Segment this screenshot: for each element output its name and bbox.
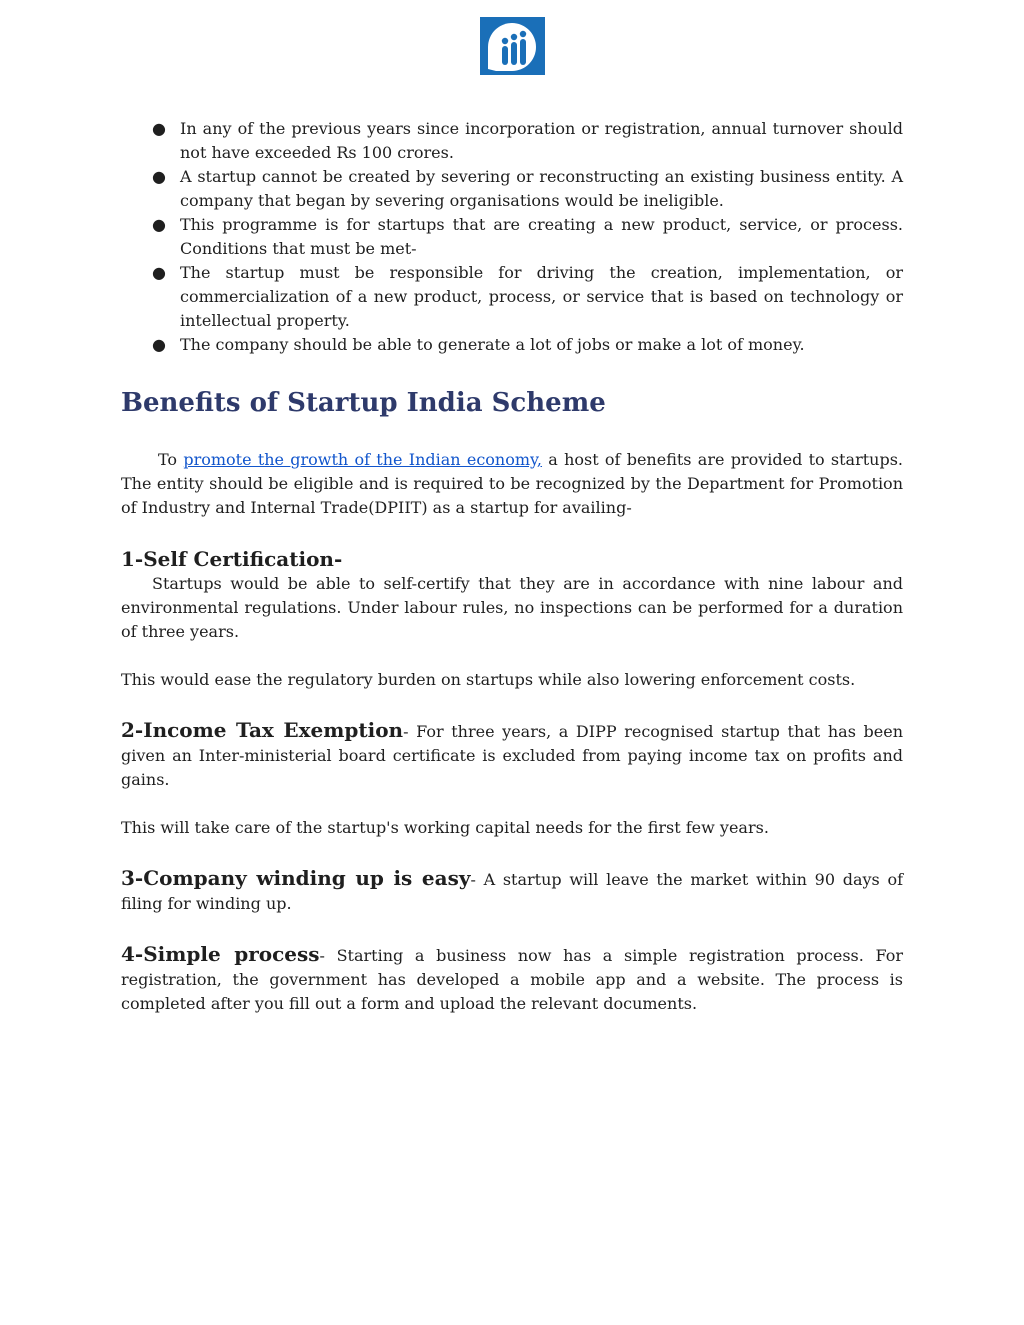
list-item-text: In any of the previous years since incorporation or registration, annual turnover should not have exceeded Rs 100 crores.	[180, 119, 903, 162]
benefit-title-income-tax: 2-Income Tax Exemption	[121, 718, 404, 742]
list-item-text: The startup must be responsible for driving the creation, implementation, or commercialization of a new product, process, or service that is based on technology or intellectual property.	[180, 263, 903, 330]
list-item-text: This programme is for startups that are creating a new product, service, or process. Conditions that must be met-	[180, 215, 903, 258]
list-item-text: The company should be able to generate a lot of jobs or make a lot of money.	[180, 335, 805, 354]
list-item	[121, 261, 903, 333]
list-item-text: A startup cannot be created by severing or reconstructing an existing business entity. A company that began by severing organisations would be ineligible.	[180, 167, 903, 210]
startup-logo-icon	[480, 17, 545, 75]
benefit-income-tax-exemption	[121, 718, 903, 792]
intro-paragraph	[121, 448, 903, 520]
intro-prefix: To	[158, 450, 178, 469]
list-item	[121, 213, 903, 261]
document-body	[121, 117, 903, 1016]
benefit-body-winding-up: - A startup will leave the market within 90 days of filing for winding up.	[121, 870, 903, 913]
bullet-icon: ●	[152, 215, 166, 234]
benefit-body-income-tax: - For three years, a DIPP recognised startup that has been given an Inter-ministerial board certificate is excluded from paying income tax on profits and gains.	[121, 722, 903, 789]
benefit-note-self-certification: This would ease the regulatory burden on startups while also lowering enforcement costs.	[121, 670, 856, 689]
benefit-note-income-tax: This will take care of the startup's working capital needs for the first few years.	[121, 818, 769, 837]
bullet-icon: ●	[152, 167, 166, 186]
benefit-title-winding-up: 3-Company winding up is easy	[121, 866, 471, 890]
benefit-heading-self-certification: 1-Self Certification-	[121, 547, 343, 571]
benefit-simple-process	[121, 942, 903, 1016]
list-item	[121, 333, 903, 357]
bullet-icon: ●	[152, 263, 166, 282]
benefit-body-self-certification: Startups would be able to self-certify that they are in accordance with nine labour and environmental regulations. Under labour rules, no inspections can be performed for a duration of three years.	[121, 574, 903, 641]
benefit-body-simple-process: - Starting a business now has a simple registration process. For registration, the government has developed a mobile app and a website. The process is completed after you fill out a form and upload the relevant documents.	[121, 946, 904, 1013]
list-item	[121, 117, 903, 165]
bullet-icon: ●	[152, 119, 166, 138]
benefit-winding-up	[121, 866, 903, 916]
section-heading: Benefits of Startup India Scheme	[121, 388, 606, 418]
intro-rest: a host of benefits are provided to startups. The entity should be eligible and is required to be recognized by the Department for Promotion of Industry and Internal Trade(DPIIT) as a startup for availing-	[121, 450, 903, 517]
benefit-title-simple-process: 4-Simple process	[121, 942, 320, 966]
economy-growth-link[interactable]: promote the growth of the Indian economy,	[183, 450, 543, 469]
bullet-icon: ●	[152, 335, 166, 354]
eligibility-list	[121, 117, 903, 357]
list-item	[121, 165, 903, 213]
